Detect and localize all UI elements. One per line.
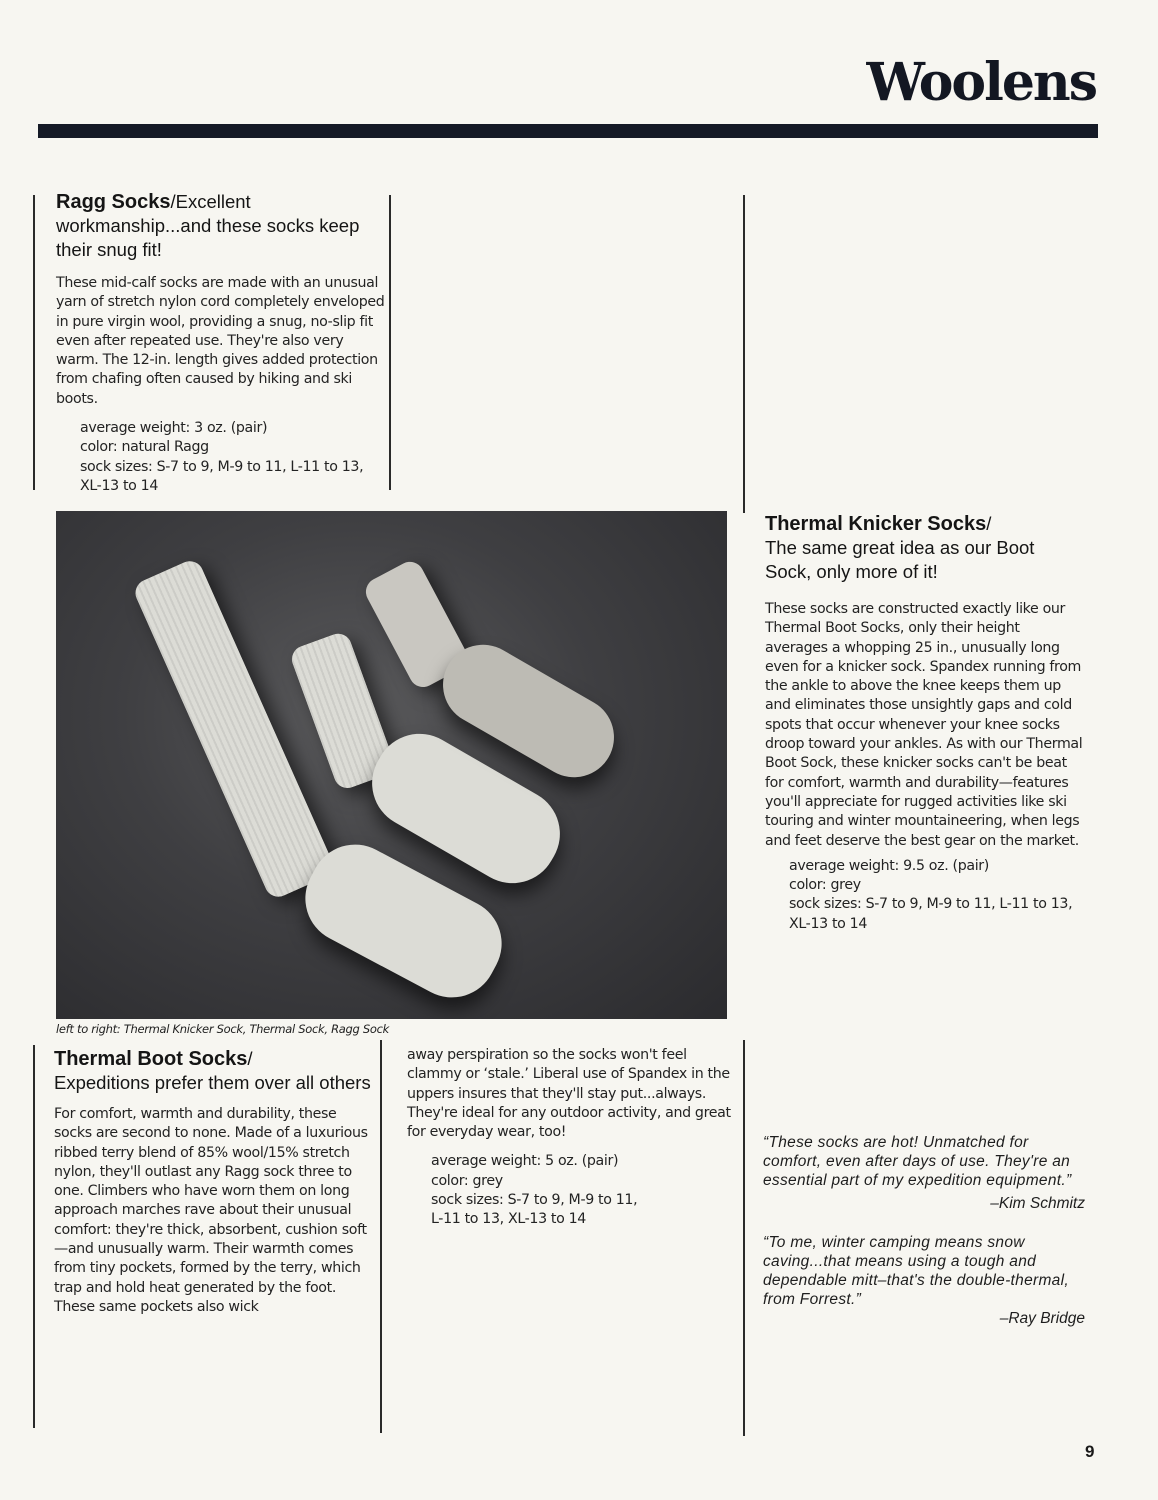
spec-weight: average weight: 5 oz. (pair) [431, 1153, 619, 1170]
spec-color: color: natural Ragg [80, 439, 209, 456]
spec-sizes: sock sizes: S-7 to 9, M-9 to 11, L-11 to 13, [789, 896, 1073, 913]
thermal-boot-description-part1: For comfort, warmth and durability, these socks are second to none. Made of a luxurious ribbed terry blend of 85% wool/15% stretch nylon, they'll outlast any Ragg sock three to one. Climbers who have worn them on long approach marches rave about their unusual comfort: they're thick, absorbent, cushion soft—and unusually warm. Their warmth comes from tiny pockets, formed by the terry, which trap and hold heat generated by the foot. These same pockets also wick [54, 1106, 368, 1315]
spec-weight: average weight: 3 oz. (pair) [80, 420, 268, 437]
spec-sizes: sock sizes: S-7 to 9, M-9 to 11, [431, 1192, 638, 1209]
column-divider-left-bottom [33, 1045, 35, 1428]
knicker-sock-shape [131, 557, 337, 901]
ragg-socks-section [56, 190, 386, 496]
thermal-boot-heading: Thermal Boot Socks/ Expeditions prefer them over all others [54, 1048, 371, 1093]
ragg-socks-heading: Ragg Socks/Excellent workmanship...and these socks keep their snug fit! [56, 191, 360, 260]
page-number: 9 [1085, 1442, 1095, 1461]
thermal-boot-socks-continued [407, 1046, 737, 1230]
thermal-knicker-socks-section [765, 512, 1085, 934]
spec-sizes: sock sizes: S-7 to 9, M-9 to 11, L-11 to 13, [80, 458, 364, 475]
testimonial-quote: “These socks are hot! Unmatched for comfort, even after days of use. They're an essential part of my expedition equipment.” [763, 1134, 1072, 1189]
testimonial [763, 1233, 1085, 1328]
ragg-socks-name: Ragg Socks [56, 191, 171, 213]
column-divider-left-top [33, 195, 35, 490]
ragg-socks-specs [80, 419, 386, 496]
photo-caption: left to right: Thermal Knicker Sock, Thermal Sock, Ragg Sock [56, 1022, 390, 1036]
ragg-socks-description: These mid-calf socks are made with an unusual yarn of stretch nylon cord completely enveloped in pure virgin wool, providing a snug, no-slip fit even after repeated use. They're also very warm. The 12-in. length gives added protection from chafing often caused by hiking and ski boots. [56, 275, 385, 407]
thermal-boot-name: Thermal Boot Socks [54, 1048, 248, 1070]
socks-photo [56, 511, 727, 1019]
testimonial [763, 1133, 1085, 1213]
thermal-knicker-name: Thermal Knicker Socks [765, 513, 987, 535]
testimonials [763, 1133, 1085, 1328]
thermal-boot-description-part2: away perspiration so the socks won't feel clammy or ‘stale.’ Liberal use of Spandex in the uppers insures that they'll stay put...always. They're ideal for any outdoor activity, and great for everyday wear, too! [407, 1047, 731, 1141]
thermal-boot-tagline: Expeditions prefer them over all others [54, 1072, 371, 1093]
spec-weight: average weight: 9.5 oz. (pair) [789, 857, 989, 874]
title-rule [38, 124, 1098, 138]
spec-color: color: grey [789, 877, 861, 894]
column-divider-mid-bottom [380, 1040, 382, 1433]
thermal-knicker-description: These socks are constructed exactly like our Thermal Boot Socks, only their height averages a whopping 25 in., unusually long even for a knicker sock. Spandex running from the ankle to above the knee keeps them up and eliminates those unsightly gaps and cold spots that occur whenever your knee socks droop toward your ankles. As with our Thermal Boot Sock, these knicker socks can't be beat for comfort, warmth and durability—features you'll appreciate for rugged activities like ski touring and winter mountaineering, when legs and feet deserve the best gear on the market. [765, 601, 1083, 849]
spec-color: color: grey [431, 1172, 503, 1189]
column-divider-mid-top [389, 195, 391, 490]
spec-sizes-cont: XL-13 to 14 [789, 915, 868, 932]
spec-sizes-cont: L-11 to 13, XL-13 to 14 [431, 1211, 586, 1228]
column-divider-right-top [743, 195, 745, 513]
testimonial-quote: “To me, winter camping means snow caving...that means using a tough and dependable mitt–that's the double-thermal, from Forrest.” [763, 1234, 1069, 1308]
testimonial-author: –Kim Schmitz [990, 1195, 1085, 1212]
ragg-socks-tagline: Excellent workmanship...and these socks keep their snug fit! [56, 191, 360, 260]
thermal-knicker-tagline: The same great idea as our Boot Sock, only more of it! [765, 537, 1035, 582]
spec-sizes-cont: XL-13 to 14 [80, 477, 159, 494]
section-title: Woolens [866, 52, 1096, 113]
testimonial-author: –Ray Bridge [999, 1310, 1085, 1327]
thermal-boot-specs [431, 1152, 737, 1229]
thermal-knicker-specs [789, 857, 1085, 934]
thermal-knicker-heading: Thermal Knicker Socks/ The same great idea as our Boot Sock, only more of it! [765, 513, 1035, 582]
thermal-boot-socks-section [54, 1047, 374, 1317]
column-divider-right-bottom [743, 1040, 745, 1436]
